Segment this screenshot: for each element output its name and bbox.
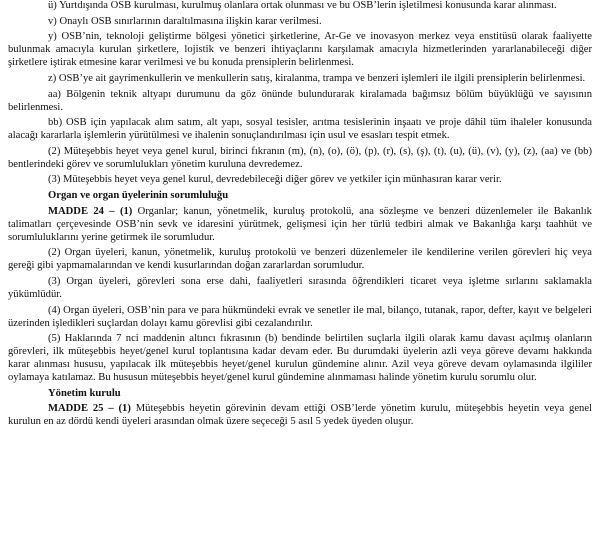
article-25-clause-1	[8, 403, 592, 429]
paragraph-clause-2: (2) Müteşebbis heyet veya genel kurul, birinci fıkranın (m), (n), (o), (ö), (p), (r), (s), (ş), (t), (u), (ü), (v), (y), (z), (aa) ve (bb) bentlerindeki görev ve sorumlulukları yönetim kuruluna devredemez.	[8, 145, 592, 170]
paragraph-item-aa: aa) Bölgenin teknik altyapı durumunu da göz önünde bulundurarak kiralamada bağımsız bölüm büyüklüğü ve sayısının belirlenmesi.	[8, 88, 592, 113]
section-heading-yonetim-kurulu: Yönetim kurulu	[48, 387, 121, 399]
article-24-label: MADDE 24 – (1)	[48, 205, 133, 217]
paragraph-item-z: z) OSB’ye ait gayrimenkullerin ve menkullerin satış, kiralanma, trampa ve benzeri işlemleri ile ilgili prensiplerin belirlenmesi.	[48, 72, 586, 84]
paragraph-item-u: ü) Yurtdışında OSB kurulması, kurulmuş olanlara ortak olunması ve bu OSB’lerin işletilmesi konusunda karar alınması.	[48, 0, 557, 11]
section-heading-organ-sorumlulugu: Organ ve organ üyelerinin sorumluluğu	[48, 190, 229, 202]
article-24-clause-4: (4) Organ üyeleri, OSB’nin para ve para hükmündeki evrak ve senetler ile mal, bilanço, tutanak, rapor, defter, kayıt ve belgeleri üzerinden işledikleri suçlardan dolayı kamu görevlisi gibi cezalandırılır.	[8, 304, 592, 329]
article-24-text: Organlar; kanun, yönetmelik, kuruluş protokolü, ana sözleşme ve benzeri düzenlemeler ile Bakanlık talimatları çerçevesinde OSB’nin sevk ve idaresini yürütmek, gelişmesi için her türlü tedbiri almak ve Bakanlığa karşı taahhüt ve sorumluluklarını yerine getirmek ile sorumludur.	[8, 205, 592, 243]
article-24-clause-2: (2) Organ üyeleri, kanun, yönetmelik, kuruluş protokolü ve benzeri düzenlemeler ile kendilerine verilen görevleri hiç veya gereği gibi yapmamalarından ve kendi kusurlarından doğan zararlardan sorumludur.	[8, 247, 592, 272]
paragraph-item-v: v) Onaylı OSB sınırlarının daraltılmasına ilişkin karar verilmesi.	[48, 15, 322, 27]
article-24-clause-1	[8, 206, 592, 245]
article-25-label: MADDE 25 – (1)	[48, 403, 131, 415]
article-24-clause-5: (5) Haklarında 7 nci maddenin altıncı fıkrasının (b) bendinde belirtilen suçlarla ilgili olarak kamu davası açılmış olanların görevleri, ilk müteşebbis heyet/genel kurul toplantısına kadar devam eder. Bu durumdaki üyelerin azli veya göreve devamı hakkında karar alınması hususu, yapılacak ilk müteşebbis heyet/genel kurulun gündemine alınır. Azil veya göreve devam oylamasında ilgililer oylamaya katılamaz. Bu hususun müteşebbis heyet/genel kurul gündemine alınmaması halinde yönetim kurulu sorumlu olur.	[8, 333, 592, 383]
article-24-clause-3: (3) Organ üyeleri, görevleri sona erse dahi, faaliyetleri sırasında öğrendikleri ticaret veya işletme sırlarını saklamakla yükümlüdür.	[8, 275, 592, 300]
paragraph-item-y: y) OSB’nin, teknoloji geliştirme bölgesi yönetici şirketlerine, Ar-Ge ve inovasyon merkez veya enstitüsü olarak faaliyette bulunmak amacıyla kurulan şirketlere, lojistik ve benzeri ihtiyaçlarını karşılamak amacıyla hizmetlerinden yararlanabileceği diğer şirketlere iştirak etmesine karar verilmesi ve bu konuda prensiplerin belirlenmesi.	[8, 31, 592, 69]
article-25-text: Müteşebbis heyetin görevinin devam ettiği OSB’lerde yönetim kurulu, müteşebbis heyetin veya genel kurulun en az dördü kendi üyeleri arasından olmak üzere seçeceği 5 asıl 5 yedek üyeden oluşur.	[8, 403, 592, 428]
paragraph-item-bb: bb) OSB için yapılacak alım satım, alt yapı, sosyal tesisler, arıtma tesislerinin inşaatı ve proje dâhil tüm ihaleler konusunda alacağı kararlarla işlemlerin yürütülmesi ve ihalenin sonuçlandırılması için usul ve esasları tespit etmek.	[8, 117, 592, 142]
paragraph-clause-3: (3) Müteşebbis heyet veya genel kurul, devredebileceği diğer görev ve yetkiler için münhasıran karar verir.	[48, 174, 502, 186]
